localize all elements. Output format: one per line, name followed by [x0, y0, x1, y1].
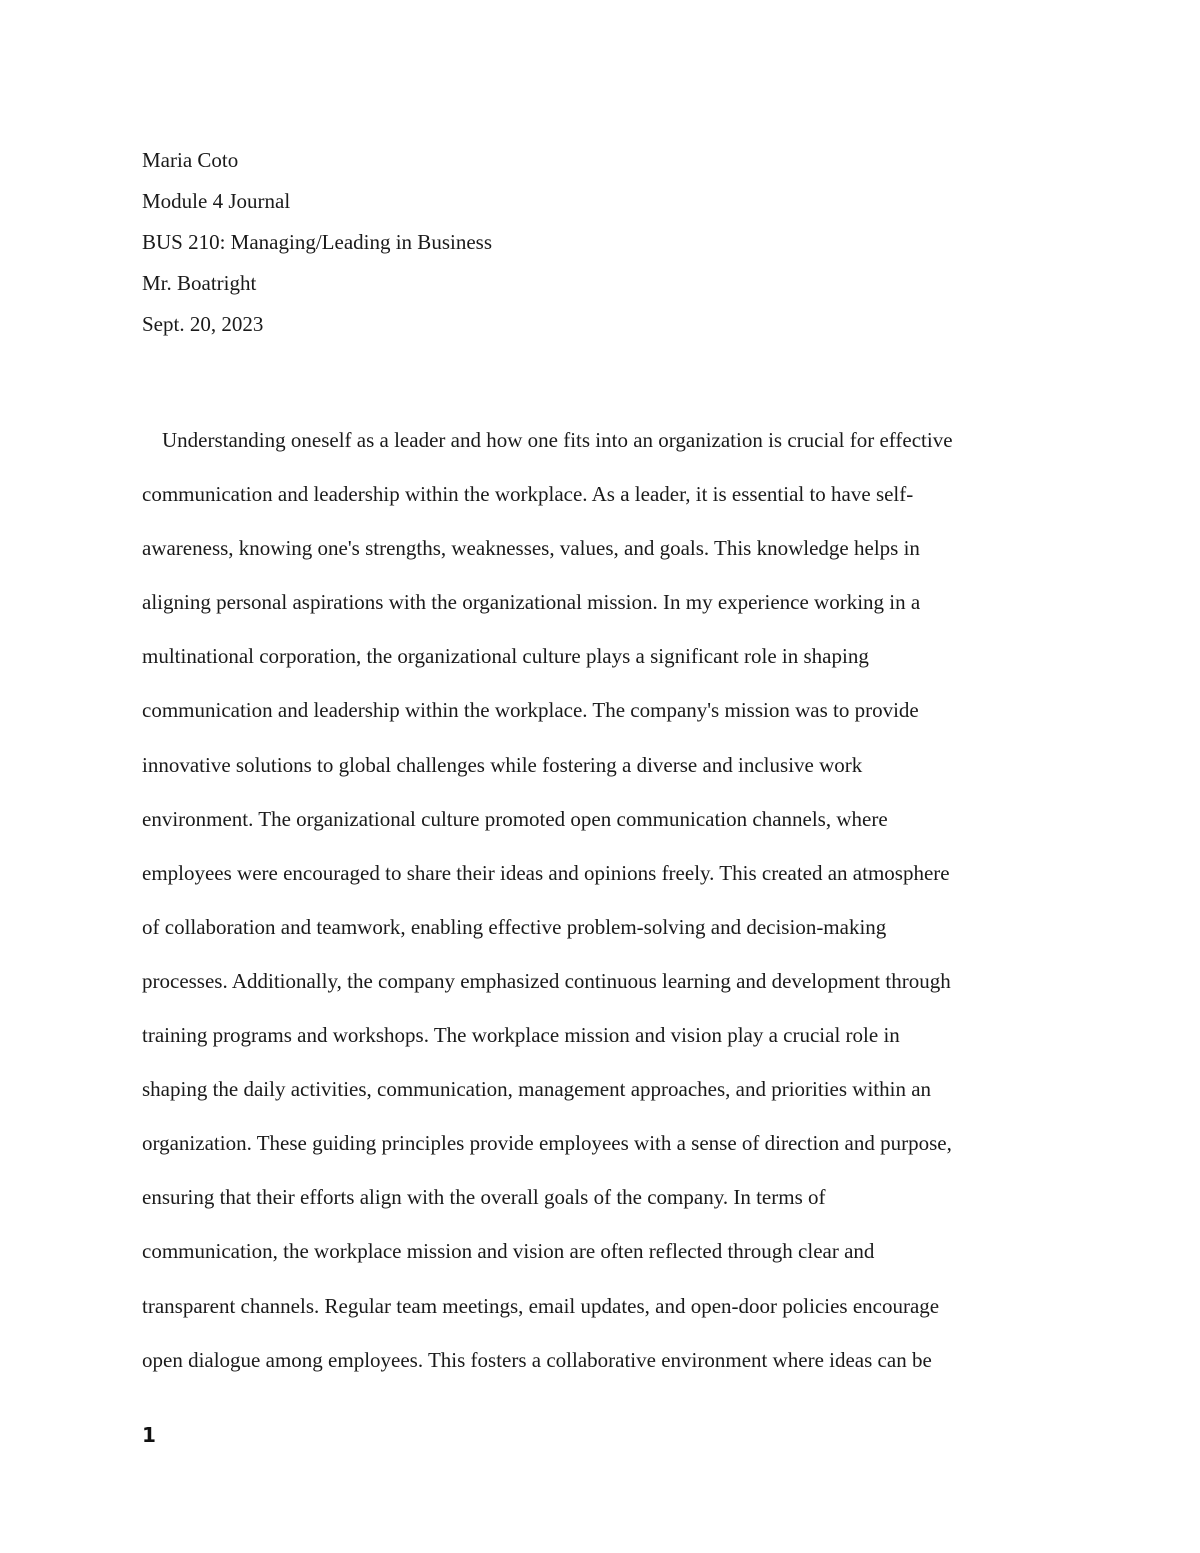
assignment-title: Module 4 Journal [142, 189, 291, 213]
body-line: shaping the daily activities, communication, management approaches, and priorities within an [142, 1077, 932, 1102]
body-line: training programs and workshops. The workplace mission and vision play a crucial role in [142, 1023, 900, 1048]
body-line: of collaboration and teamwork, enabling effective problem-solving and decision-making [142, 914, 887, 939]
body-line: aligning personal aspirations with the organizational mission. In my experience working in a [142, 590, 921, 615]
body-line: ensuring that their efforts align with the overall goals of the company. In terms of [142, 1185, 826, 1210]
body-line: communication, the workplace mission and vision are often reflected through clear and [142, 1239, 875, 1264]
course-name: BUS 210: Managing/Leading in Business [142, 230, 492, 254]
document-header [142, 140, 1042, 345]
body-line: processes. Additionally, the company emphasized continuous learning and development through [142, 968, 951, 993]
body-paragraph [142, 413, 1062, 1387]
body-line: transparent channels. Regular team meetings, email updates, and open-door policies encourage [142, 1293, 940, 1318]
body-line: awareness, knowing one's strengths, weaknesses, values, and goals. This knowledge helps in [142, 536, 920, 561]
body-line: Understanding oneself as a leader and how one fits into an organization is crucial for effective [162, 428, 953, 452]
body-line: employees were encouraged to share their ideas and opinions freely. This created an atmosphere [142, 860, 950, 885]
body-line: environment. The organizational culture promoted open communication channels, where [142, 806, 888, 831]
document-date: Sept. 20, 2023 [142, 312, 264, 336]
author-name: Maria Coto [142, 148, 239, 172]
instructor-name: Mr. Boatright [142, 271, 257, 295]
body-line: open dialogue among employees. This fosters a collaborative environment where ideas can be [142, 1347, 932, 1372]
body-line: organization. These guiding principles provide employees with a sense of direction and purpose, [142, 1131, 952, 1156]
body-line: communication and leadership within the workplace. The company's mission was to provide [142, 698, 919, 723]
body-line: multinational corporation, the organizational culture plays a significant role in shaping [142, 644, 869, 669]
body-line: communication and leadership within the workplace. As a leader, it is essential to have self- [142, 482, 914, 507]
body-line: innovative solutions to global challenges while fostering a diverse and inclusive work [142, 752, 863, 777]
page-number: 1 [142, 1423, 156, 1447]
